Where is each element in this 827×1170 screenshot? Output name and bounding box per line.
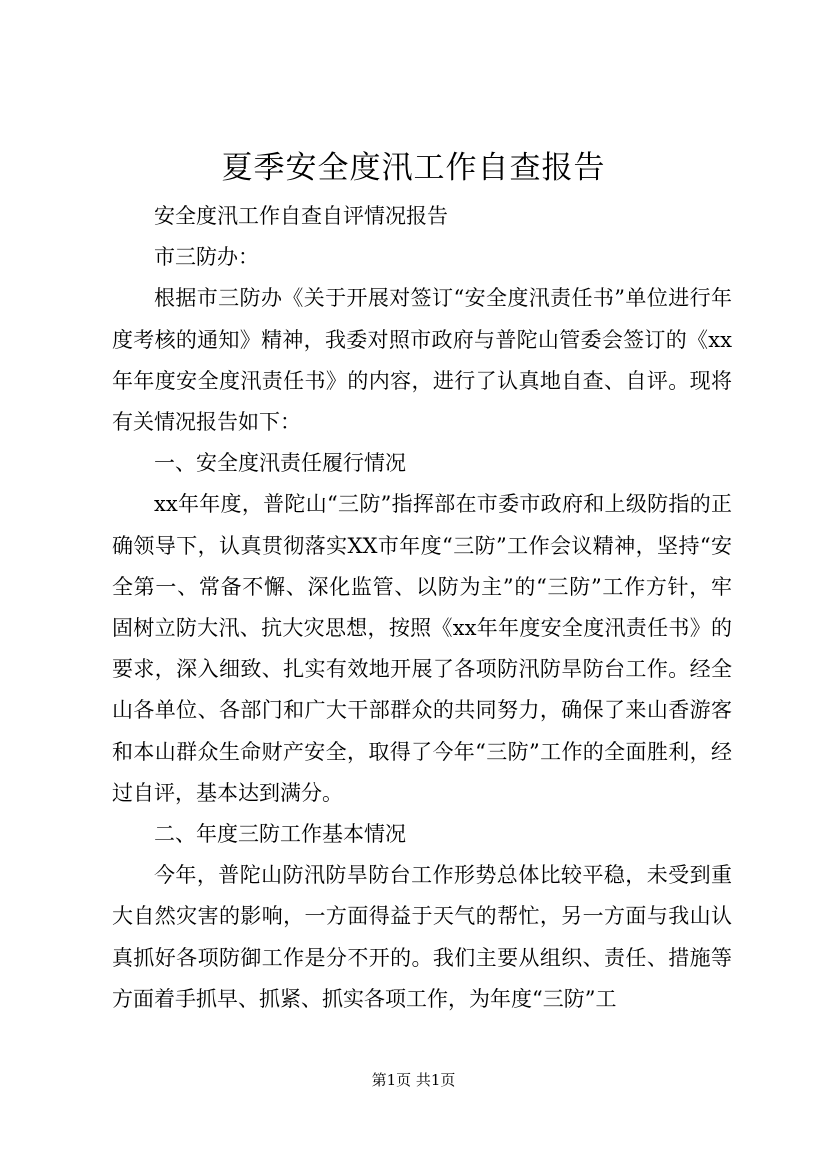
section-heading-2: 二、年度三防工作基本情况: [154, 822, 406, 847]
document-body: [112, 196, 732, 1020]
page-footer: 第1页 共1页: [371, 1071, 456, 1089]
section-heading-1: 一、安全度汛责任履行情况: [154, 451, 406, 476]
paragraph-intro: 根据市三防办《关于开展对签订“安全度汛责任书”单位进行年度考核的通知》精神，我委对照市政府与普陀山管委会签订的《xx年年度安全度汛责任书》的内容，进行了认真地自查、自评。现将有关情况报告如下：: [112, 286, 732, 435]
paragraph-salutation: 市三防办：: [154, 245, 259, 270]
paragraph-section-1: xx年年度，普陀山“三防”指挥部在市委市政府和上级防指的正确领导下，认真贯彻落实XX市年度“三防”工作会议精神，坚持“安全第一、常备不懈、深化监管、以防为主”的“三防”工作方针，牢固树立防大汛、抗大灾思想，按照《xx年年度安全度汛责任书》的要求，深入细致、扎实有效地开展了各项防汛防旱防台工作。经全山各单位、各部门和广大干部群众的共同努力，确保了来山香游客和本山群众生命财产安全，取得了今年“三防”工作的全面胜利，经过自评，基本达到满分。: [112, 492, 732, 805]
paragraph-subtitle: 安全度汛工作自查自评情况报告: [154, 204, 448, 228]
paragraph-section-2: 今年，普陀山防汛防旱防台工作形势总体比较平稳，未受到重大自然灾害的影响，一方面得益于天气的帮忙，另一方面与我山认真抓好各项防御工作是分不开的。我们主要从组织、责任、措施等方面着手抓早、抓紧、抓实各项工作，为年度“三防”工: [112, 863, 732, 1011]
document-title: 夏季安全度汛工作自查报告: [221, 150, 606, 186]
